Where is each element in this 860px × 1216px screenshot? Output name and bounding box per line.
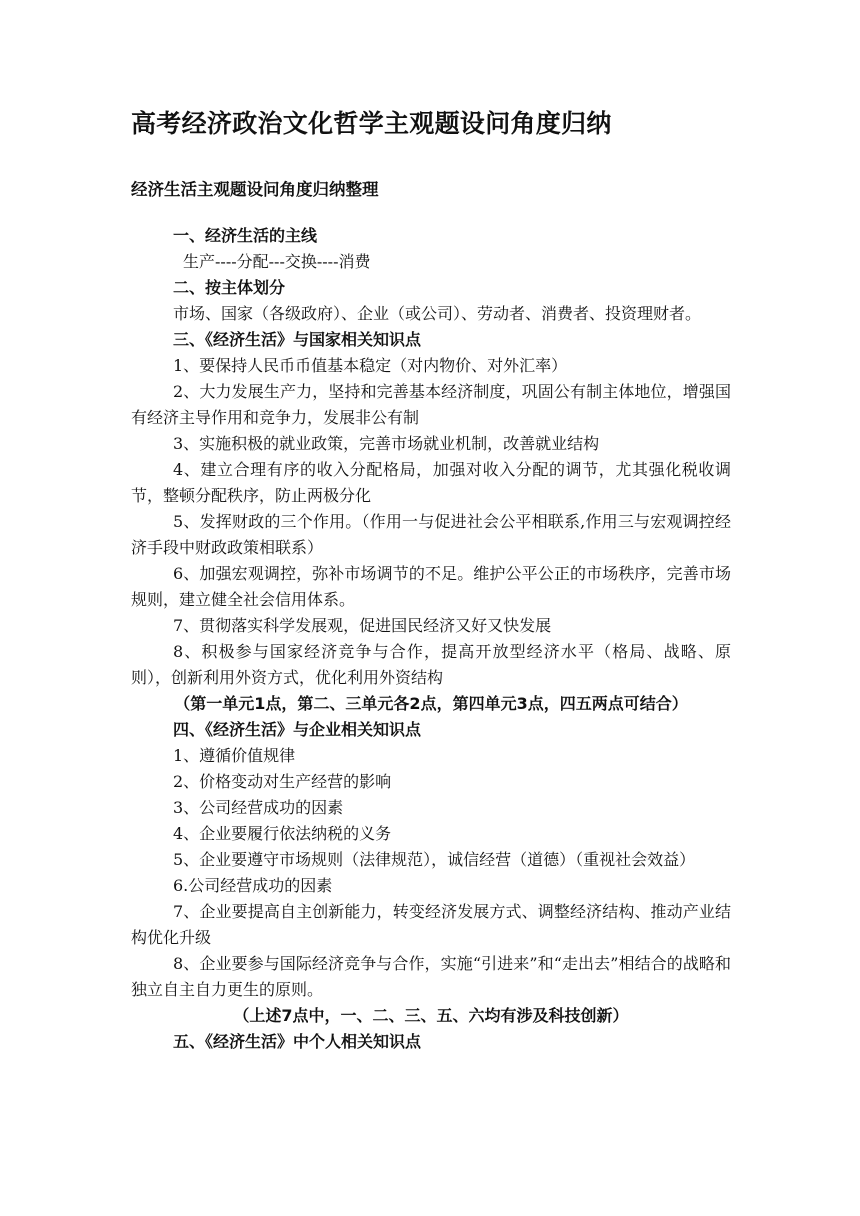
section-heading-2: 二、按主体划分	[173, 278, 286, 297]
list-item: 6.公司经营成功的因素	[173, 876, 333, 895]
list-item: 3、公司经营成功的因素	[173, 798, 344, 817]
list-item: 2、大力发展生产力，坚持和完善基本经济制度，巩固公有制主体地位，增强国有经济主导作用和竞争力，发展非公有制	[131, 382, 731, 427]
section-heading-3: 三、《经济生活》与国家相关知识点	[173, 330, 422, 349]
paragraph: 生产----分配---交换----消费	[183, 252, 371, 271]
list-item: 5、发挥财政的三个作用。（作用一与促进社会公平相联系,作用三与宏观调控经济手段中财政政策相联系）	[131, 512, 731, 557]
list-item: 6、加强宏观调控，弥补市场调节的不足。维护公平公正的市场秩序，完善市场规则，建立健全社会信用体系。	[131, 564, 731, 609]
section-note: （第一单元1点，第二、三单元各2点，第四单元3点，四五两点可结合）	[174, 694, 688, 713]
document-body	[131, 223, 731, 1055]
section-heading-5: 五、《经济生活》中个人相关知识点	[173, 1032, 422, 1051]
list-item: 5、企业要遵守市场规则（法律规范），诚信经营（道德）（重视社会效益）	[173, 850, 696, 869]
section-heading-1: 一、经济生活的主线	[173, 226, 318, 245]
paragraph: 市场、国家（各级政府）、企业（或公司）、劳动者、消费者、投资理财者。	[173, 304, 702, 323]
list-item: 3、实施积极的就业政策，完善市场就业机制，改善就业结构	[173, 434, 600, 453]
section-note: （上述7点中，一、二、三、五、六均有涉及科技创新）	[233, 1006, 629, 1025]
document-title: 高考经济政治文化哲学主观题设问角度归纳	[131, 109, 612, 138]
list-item: 1、要保持人民币币值基本稳定（对内物价、对外汇率）	[173, 356, 568, 375]
list-item: 8、积极参与国家经济竞争与合作，提高开放型经济水平（格局、战略、原则），创新利用外资方式，优化利用外资结构	[131, 642, 731, 687]
list-item: 2、价格变动对生产经营的影响	[173, 772, 392, 791]
list-item: 1、遵循价值规律	[173, 746, 296, 765]
section-heading-4: 四、《经济生活》与企业相关知识点	[173, 720, 422, 739]
document-subtitle: 经济生活主观题设问角度归纳整理	[131, 180, 379, 199]
list-item: 4、企业要履行依法纳税的义务	[173, 824, 392, 843]
list-item: 4、建立合理有序的收入分配格局，加强对收入分配的调节，尤其强化税收调节，整顿分配秩序，防止两极分化	[131, 460, 731, 505]
list-item: 7、贯彻落实科学发展观，促进国民经济又好又快发展	[173, 616, 552, 635]
list-item: 7、企业要提高自主创新能力，转变经济发展方式、调整经济结构、推动产业结构优化升级	[131, 902, 731, 947]
list-item: 8、企业要参与国际经济竞争与合作，实施“引进来”和“走出去”相结合的战略和独立自主自力更生的原则。	[131, 954, 731, 999]
